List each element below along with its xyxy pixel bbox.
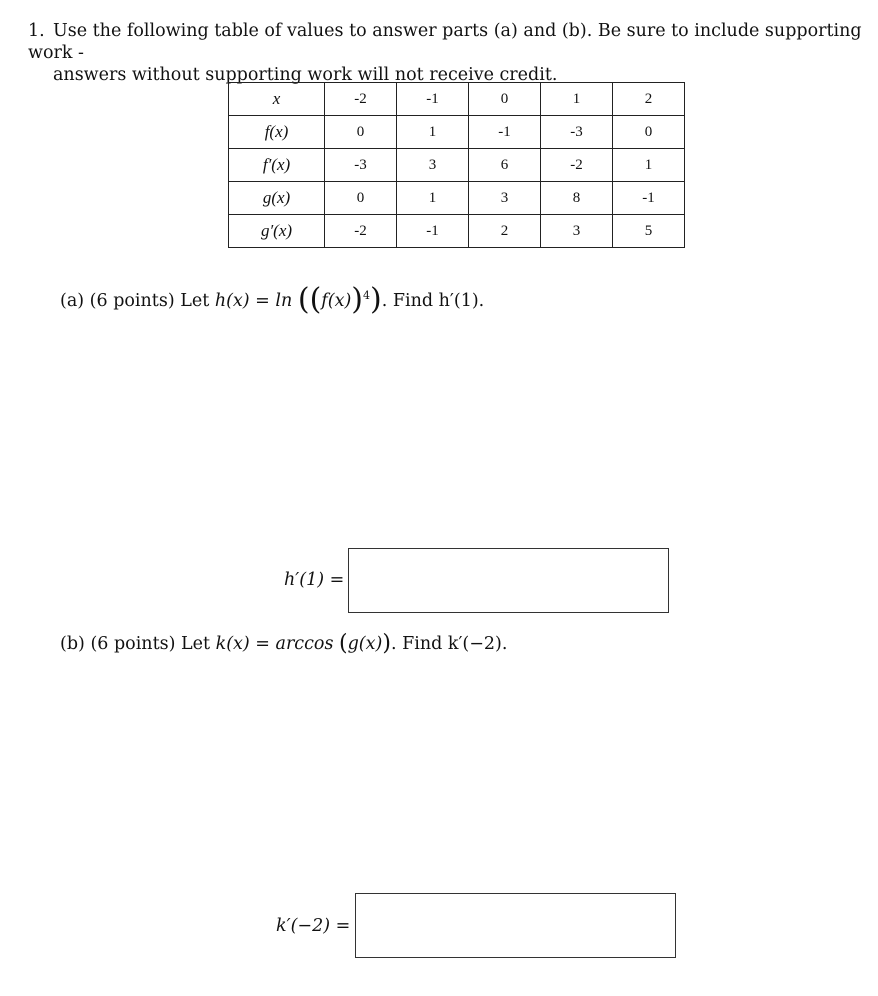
table-cell: 6	[469, 149, 541, 182]
table-row	[229, 83, 685, 116]
table-row	[229, 149, 685, 182]
part-b-function: k(x) = arccos	[215, 634, 334, 654]
table-cell: 2	[469, 215, 541, 248]
table-cell: 3	[397, 149, 469, 182]
table-cell: 5	[613, 215, 685, 248]
open-paren: (	[339, 631, 348, 656]
table-cell: 0	[613, 116, 685, 149]
table-cell: 2	[613, 83, 685, 116]
part-a-points: (6 points)	[89, 290, 175, 311]
table-row	[229, 215, 685, 248]
table-cell: 0	[325, 182, 397, 215]
table-row-label: g(x)	[229, 182, 325, 215]
table-row-label: f′(x)	[229, 149, 325, 182]
part-a-exponent: 4	[363, 289, 371, 302]
table-cell: -2	[325, 83, 397, 116]
table-row-label: f(x)	[229, 116, 325, 149]
table-cell: 1	[541, 83, 613, 116]
problem-number: 1.	[28, 21, 45, 41]
table-cell: 1	[613, 149, 685, 182]
close-paren: )	[370, 281, 382, 317]
table-cell: -2	[325, 215, 397, 248]
table-row	[229, 182, 685, 215]
table-row-label: x	[229, 83, 325, 116]
part-a-find: Find h′(1).	[392, 290, 485, 311]
problem-intro-line1: Use the following table of values to answer parts (a) and (b). Be sure to include supporting work -	[28, 21, 862, 63]
answer-label-a: h′(1) =	[284, 570, 345, 590]
problem-statement	[28, 20, 868, 86]
answer-box-b[interactable]	[355, 893, 676, 958]
table-cell: 0	[469, 83, 541, 116]
table-cell: 3	[469, 182, 541, 215]
table-cell: -3	[541, 116, 613, 149]
table-cell: -1	[397, 83, 469, 116]
table-cell: -2	[541, 149, 613, 182]
values-table	[228, 82, 685, 248]
part-b-label: (b)	[60, 634, 85, 654]
part-b-statement: (b) (6 points) Let k(x) = arccos (g(x)). Find k′(−2).	[60, 631, 508, 656]
part-a-let: Let	[180, 290, 210, 311]
part-b-find: Find k′(−2).	[402, 634, 508, 654]
table-row-label: g′(x)	[229, 215, 325, 248]
close-paren: )	[351, 281, 364, 317]
table-cell: 0	[325, 116, 397, 149]
problem-intro-line2: answers without supporting work will not receive credit.	[53, 65, 558, 85]
part-b-points: (6 points)	[90, 634, 176, 654]
close-paren: )	[382, 631, 391, 656]
table-cell: 3	[541, 215, 613, 248]
table-row	[229, 116, 685, 149]
table-cell: -1	[613, 182, 685, 215]
part-a-inner-function: f(x)	[321, 290, 352, 311]
part-b-inner-function: g(x)	[347, 634, 383, 654]
answer-box-a[interactable]	[348, 548, 669, 613]
part-b-let: Let	[181, 634, 211, 654]
part-a-label: (a)	[60, 290, 85, 311]
part-a-statement: (a) (6 points) Let $h(x) = \ln ((f(x))^4)$. Find h′(1).	[60, 281, 485, 317]
part-a-function: h(x) = ln	[214, 290, 293, 311]
table-cell: -1	[469, 116, 541, 149]
table-cell: 1	[397, 116, 469, 149]
table-cell: 8	[541, 182, 613, 215]
open-paren: ((	[297, 281, 322, 317]
table-cell: -1	[397, 215, 469, 248]
answer-label-b: k′(−2) =	[276, 916, 351, 936]
table-cell: -3	[325, 149, 397, 182]
table-cell: 1	[397, 182, 469, 215]
